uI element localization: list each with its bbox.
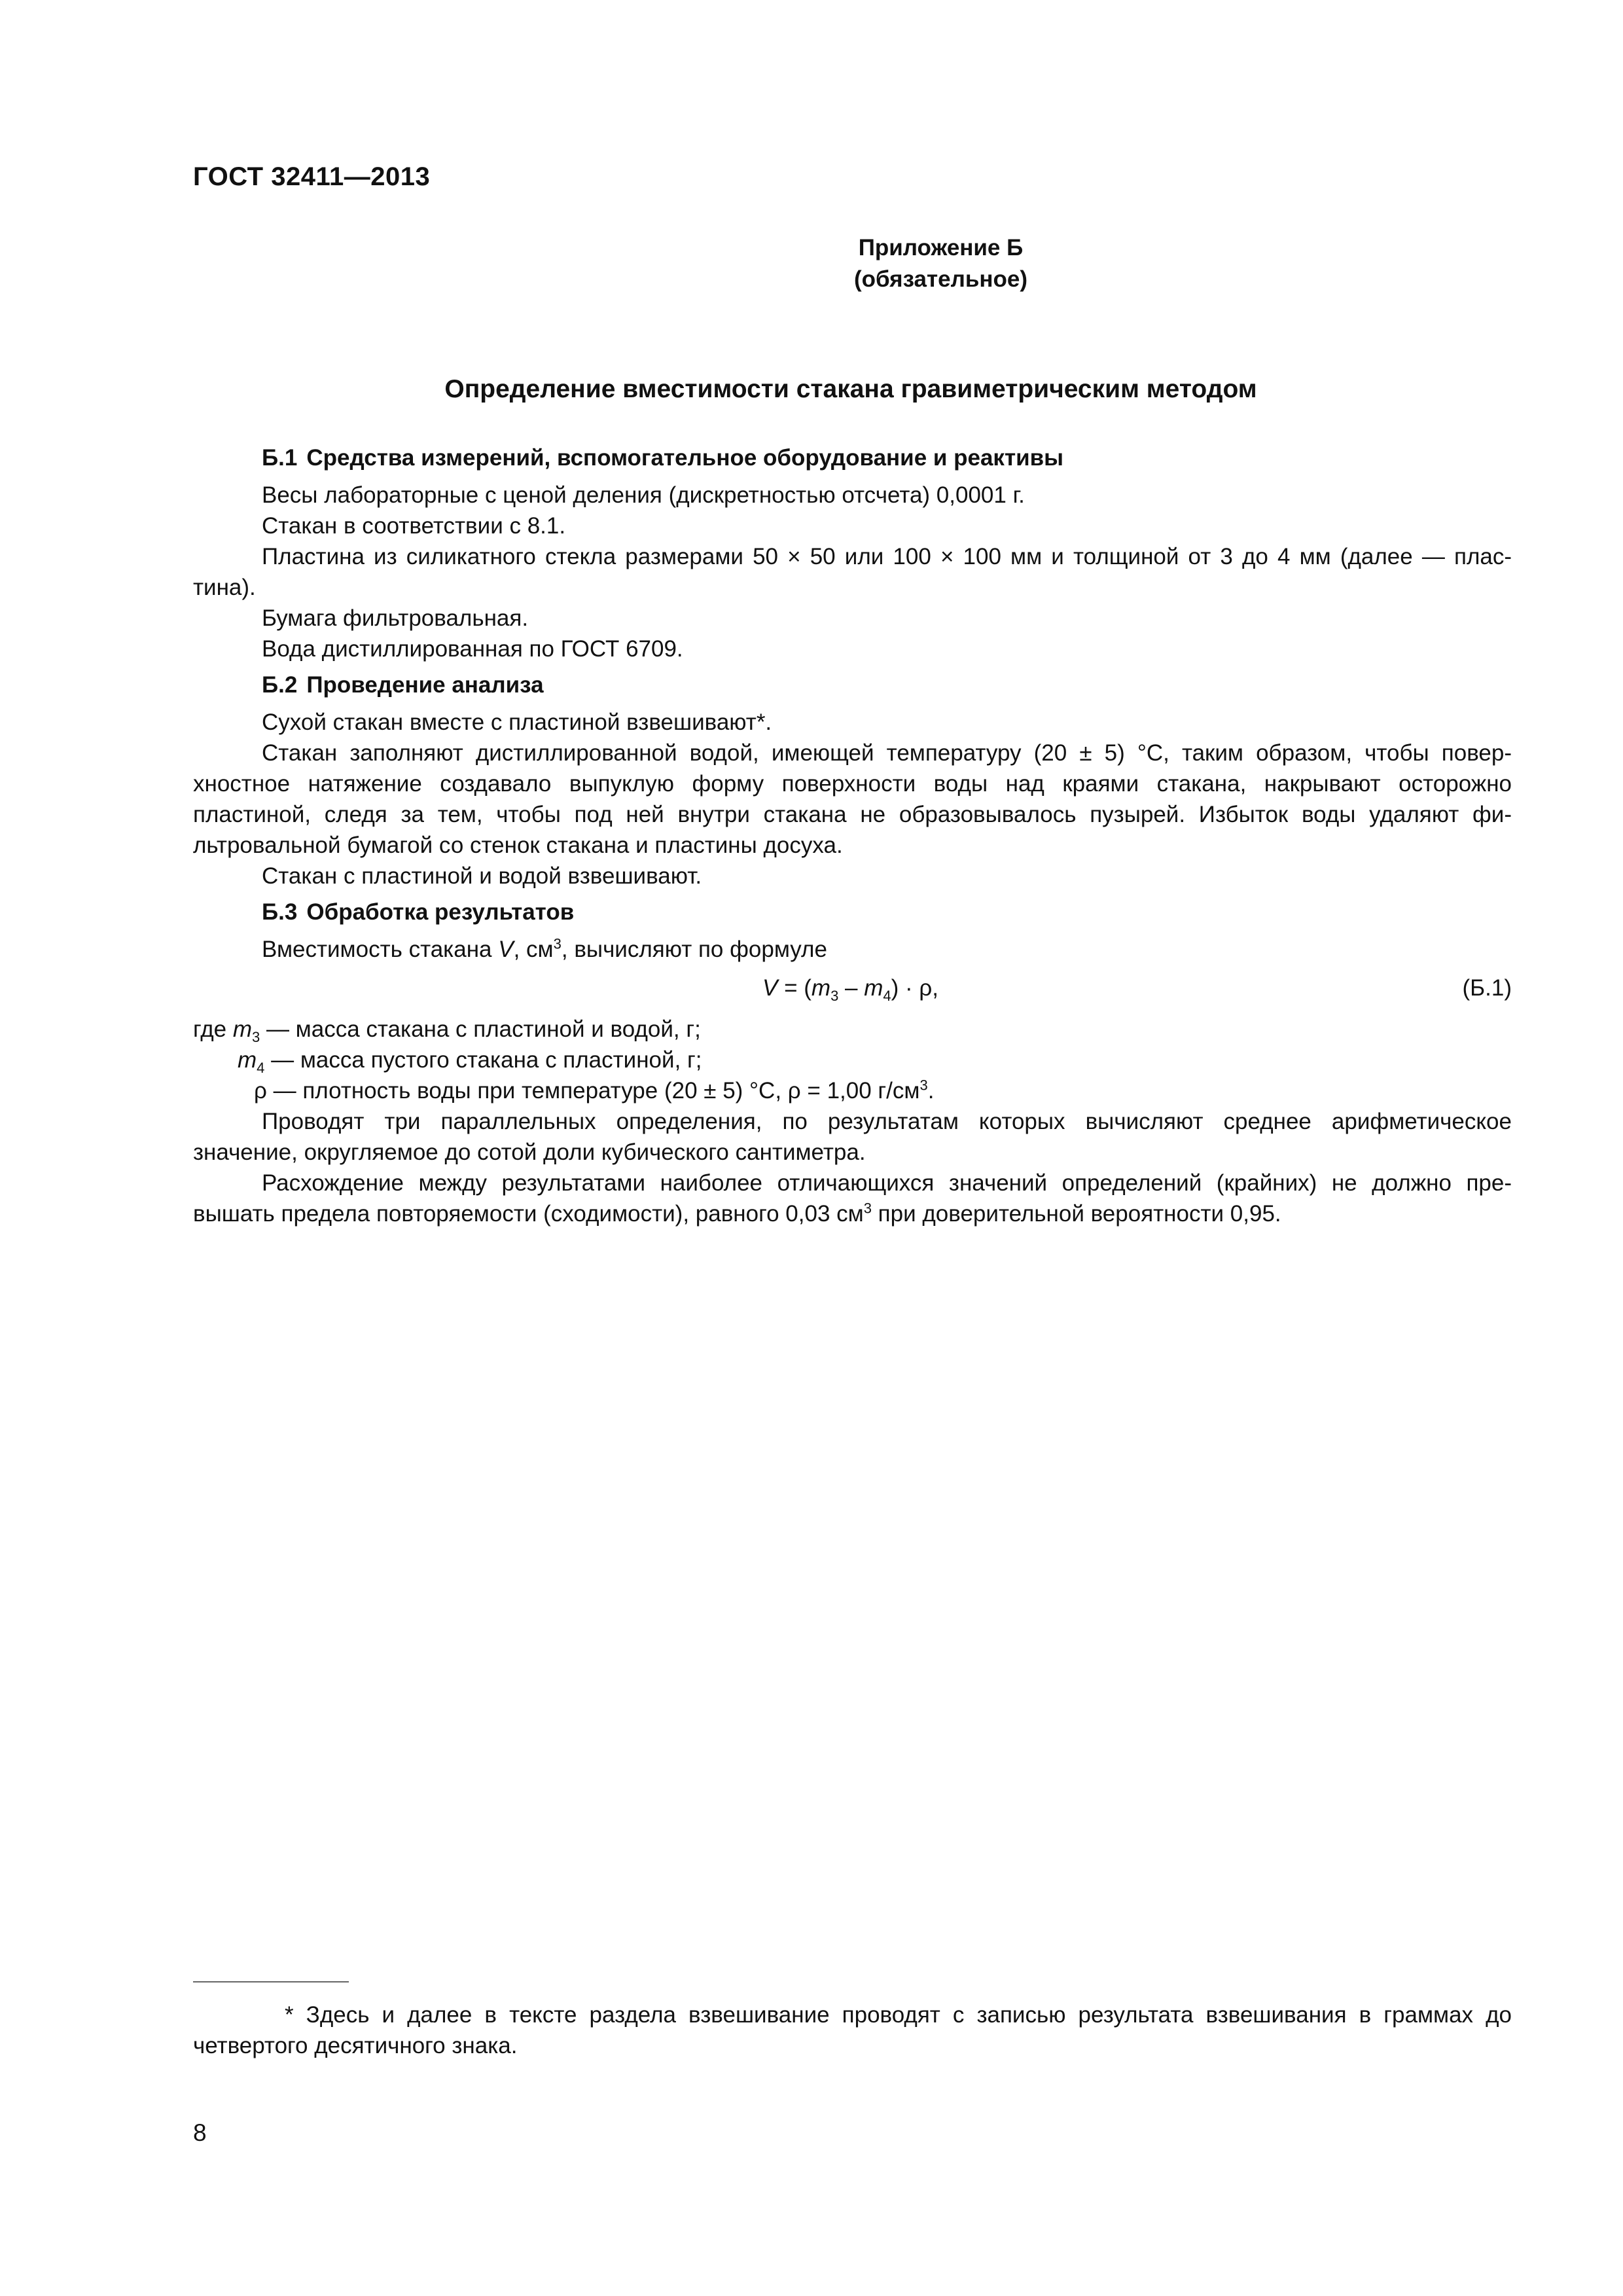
paragraph-line: значение, округляемое до сотой доли кубического сантиметра. <box>193 1139 866 1165</box>
paragraph: Весы лабораторные с ценой деления (дискретностью отсчета) 0,0001 г. <box>262 482 1025 508</box>
footnote <box>193 2000 1512 2061</box>
standard-header: ГОСТ 32411—2013 <box>193 162 431 191</box>
paragraph-line: вышать предела повторяемости (сходимости), равного 0,03 $см^3$ при доверительной вероятности 0,95. <box>193 1200 1281 1227</box>
section-3-number: Б.3 <box>262 899 298 925</box>
paragraph-line: пластиной, следя за тем, чтобы под ней внутри стакана не образовывалось пузырей. Избыток воды удаляют фи- <box>193 802 1512 827</box>
section-1-number: Б.1 <box>262 445 298 471</box>
paragraph-line: Расхождение между результатами наиболее отличающихся значений определений (крайних) не должно пре- <box>262 1170 1512 1196</box>
formula-legend-item: где $m_3$ — масса стакана с пластиной и водой, г; <box>193 1016 701 1045</box>
formula: $V = (m_3 - m_4) \cdot \rho$, <box>762 975 939 1004</box>
paragraph-line: Проводят три параллельных определения, по результатам которых вычисляют среднее арифметическое <box>262 1109 1512 1134</box>
formula-number: (Б.1) <box>1462 975 1512 1001</box>
document-body <box>193 437 1512 1229</box>
section-1-title: Средства измерений, вспомогательное оборудование и реактивы <box>306 445 1064 471</box>
footnote-divider <box>193 1981 349 1982</box>
formula-row <box>193 965 1512 1014</box>
footnote-line: * Здесь и далее в тексте раздела взвешивание проводят с записью результата взвешивания в граммах до <box>285 2002 1512 2028</box>
paragraph-line: льтровальной бумагой со стенок стакана и пластины досуха. <box>193 833 843 858</box>
main-title: Определение вместимости стакана гравиметрическим методом <box>444 375 1257 403</box>
paragraph-line: хностное натяжение создавало выпуклую форму поверхности воды над краями стакана, накрывают осторожно <box>193 771 1512 797</box>
appendix-note: (обязательное) <box>853 266 1027 292</box>
footnote-line: четвертого десятичного знака. <box>193 2033 518 2058</box>
formula-legend-item: ρ — плотность воды при температуре (20 ± 5) °С, ρ = 1,00 $г/см^3$. <box>254 1077 935 1103</box>
section-2-title: Проведение анализа <box>306 672 544 698</box>
paragraph-line: Стакан заполняют дистиллированной водой, имеющей температуру (20 ± 5) °С, таким образом, чтобы повер- <box>262 740 1512 766</box>
section-3-title: Обработка результатов <box>306 899 575 925</box>
section-2-number: Б.2 <box>262 672 298 698</box>
section-1-heading <box>193 442 1512 473</box>
formula-legend-item: $m_4$ — масса пустого стакана с пластиной, г; <box>238 1047 702 1076</box>
appendix-title: Приложение Б <box>858 235 1024 260</box>
paragraph: Вода дистиллированная по ГОСТ 6709. <box>262 636 683 662</box>
formula-intro: Вместимость стакана V, $см^3$, вычисляют по формуле <box>262 935 827 962</box>
paragraph: Бумага фильтровальная. <box>262 605 529 631</box>
paragraph-line: Пластина из силикатного стекла размерами 50 × 50 или 100 × 100 мм и толщиной от 3 до 4 мм (далее — плас- <box>262 544 1512 569</box>
section-3-heading <box>193 897 1512 927</box>
paragraph: Стакан в соответствии с 8.1. <box>262 513 566 539</box>
paragraph: Сухой стакан вместе с пластиной взвешивают*. <box>262 709 772 735</box>
paragraph-line: тина). <box>193 575 256 600</box>
paragraph: Стакан с пластиной и водой взвешивают. <box>262 863 702 889</box>
page-number: 8 <box>193 2119 207 2146</box>
section-2-heading <box>193 670 1512 700</box>
